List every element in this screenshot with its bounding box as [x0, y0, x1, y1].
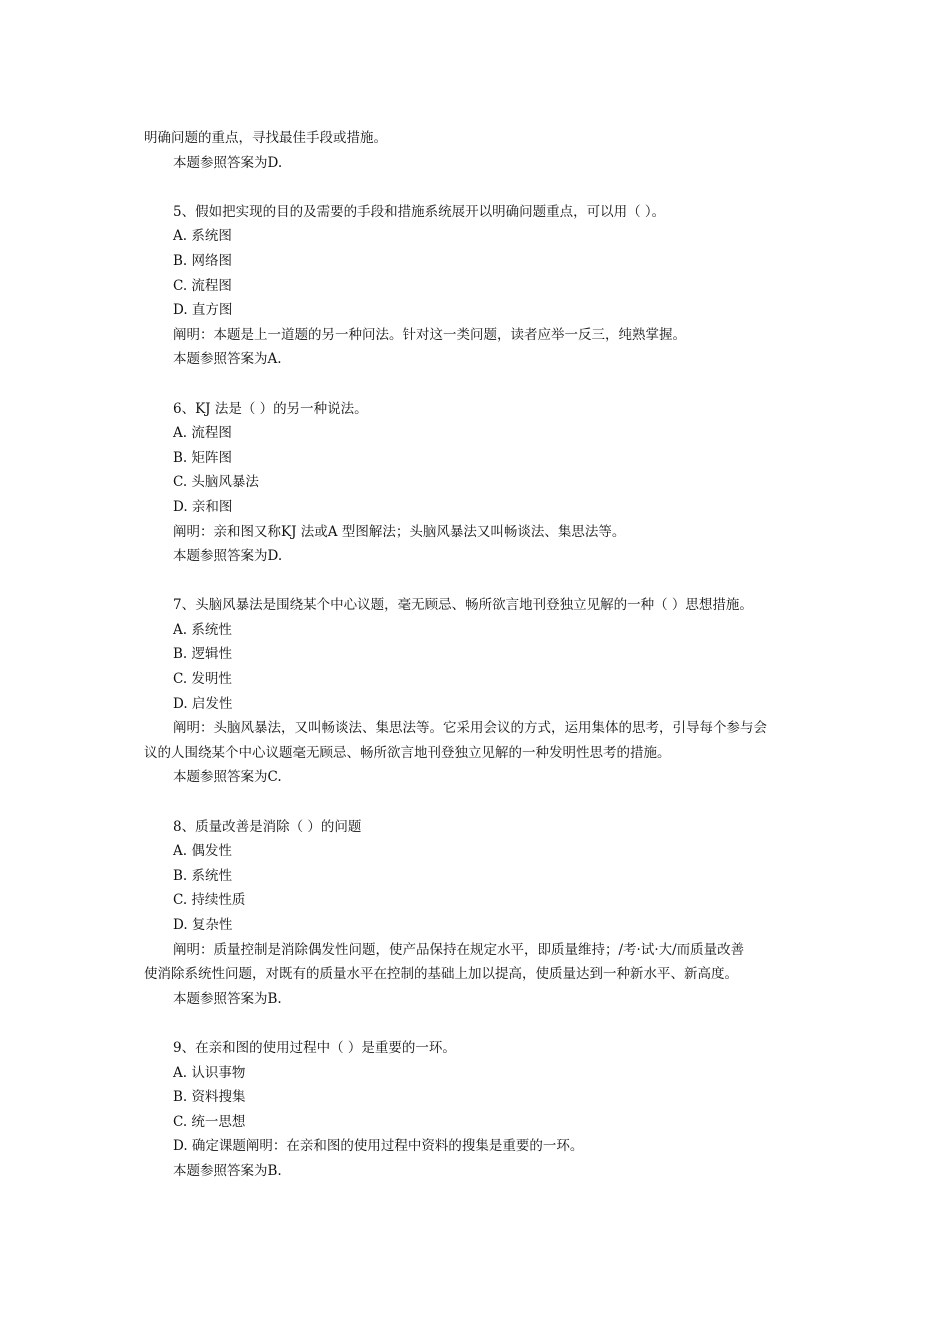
explanation: 阐明：亲和图又称KJ 法或A 型图解法；头脑风暴法又叫畅谈法、集思法等。: [173, 523, 626, 540]
option-b: B. 系统性: [173, 867, 233, 884]
spacer: [144, 790, 824, 815]
answer: 本题参照答案为B.: [173, 1162, 282, 1179]
question-7: [144, 593, 824, 790]
explanation-line-2: 议的人围绕某个中心议题毫无顾忌、畅所欲言地刊登独立见解的一种发明性思考的措施。: [144, 744, 671, 761]
option-b: B. 资料搜集: [173, 1089, 246, 1106]
option-d: D. 确定课题阐明：在亲和图的使用过程中资料的搜集是重要的一环。: [173, 1138, 584, 1155]
document-page: [144, 126, 824, 1184]
spacer: [144, 175, 824, 200]
option-a: A. 认识事物: [173, 1064, 246, 1081]
option-b: B. 逻辑性: [173, 646, 233, 663]
option-a: A. 系统性: [173, 621, 232, 638]
option-d: D. 启发性: [173, 695, 233, 712]
answer: 本题参照答案为C.: [173, 769, 282, 786]
option-b: B. 矩阵图: [173, 449, 233, 466]
option-c: C. 头脑风暴法: [173, 474, 259, 491]
option-c: C. 统一思想: [173, 1113, 246, 1130]
spacer: [144, 1011, 824, 1036]
intro-answer: 本题参照答案为D.: [173, 154, 283, 171]
question-stem: 7、头脑风暴法是围绕某个中心议题，毫无顾忌、畅所欲言地刊登独立见解的一种（ ）思想措施。: [173, 597, 753, 614]
option-c: C. 发明性: [173, 671, 232, 688]
option-a: A. 流程图: [173, 425, 232, 442]
answer: 本题参照答案为D.: [173, 548, 283, 565]
option-a: A. 偶发性: [173, 843, 232, 860]
option-d: D. 复杂性: [173, 917, 233, 933]
explanation-line-1: 阐明：头脑风暴法，又叫畅谈法、集思法等。它采用会议的方式，运用集体的思考，引导每个参与会: [173, 720, 767, 737]
question-stem: 6、KJ 法是（ ）的另一种说法。: [173, 400, 368, 417]
spacer: [144, 372, 824, 397]
spacer: [144, 569, 824, 594]
option-a: A. 系统图: [173, 228, 232, 245]
option-c: C. 流程图: [173, 277, 232, 294]
intro-continuation: 明确问题的重点，寻找最佳手段或措施。: [144, 130, 387, 146]
option-d: D. 亲和图: [173, 498, 233, 515]
explanation: 阐明：本题是上一道题的另一种问法。针对这一类问题，读者应举一反三，纯熟掌握。: [173, 326, 686, 343]
question-5: [144, 200, 824, 372]
question-stem: 9、在亲和图的使用过程中（ ）是重要的一环。: [173, 1039, 456, 1056]
option-b: B. 网络图: [173, 252, 233, 269]
question-stem: 5、假如把实现的目的及需要的手段和措施系统展开以明确问题重点，可以用（ ）。: [173, 203, 666, 220]
question-stem: 8、质量改善是消除（ ）的问题: [173, 818, 362, 835]
question-9: [144, 1036, 824, 1184]
question-6: [144, 397, 824, 569]
explanation-line-1: 阐明：质量控制是消除偶发性问题，使产品保持在规定水平，即质量维持；/考·试·大/而质量改善: [173, 941, 745, 958]
explanation-line-2: 使消除系统性问题，对既有的质量水平在控制的基础上加以提高，使质量达到一种新水平、新高度。: [144, 966, 738, 983]
question-8: [144, 815, 824, 1012]
answer: 本题参照答案为B.: [173, 990, 282, 1007]
answer: 本题参照答案为A.: [173, 351, 282, 368]
option-c: C. 持续性质: [173, 892, 246, 909]
option-d: D. 直方图: [173, 302, 233, 319]
